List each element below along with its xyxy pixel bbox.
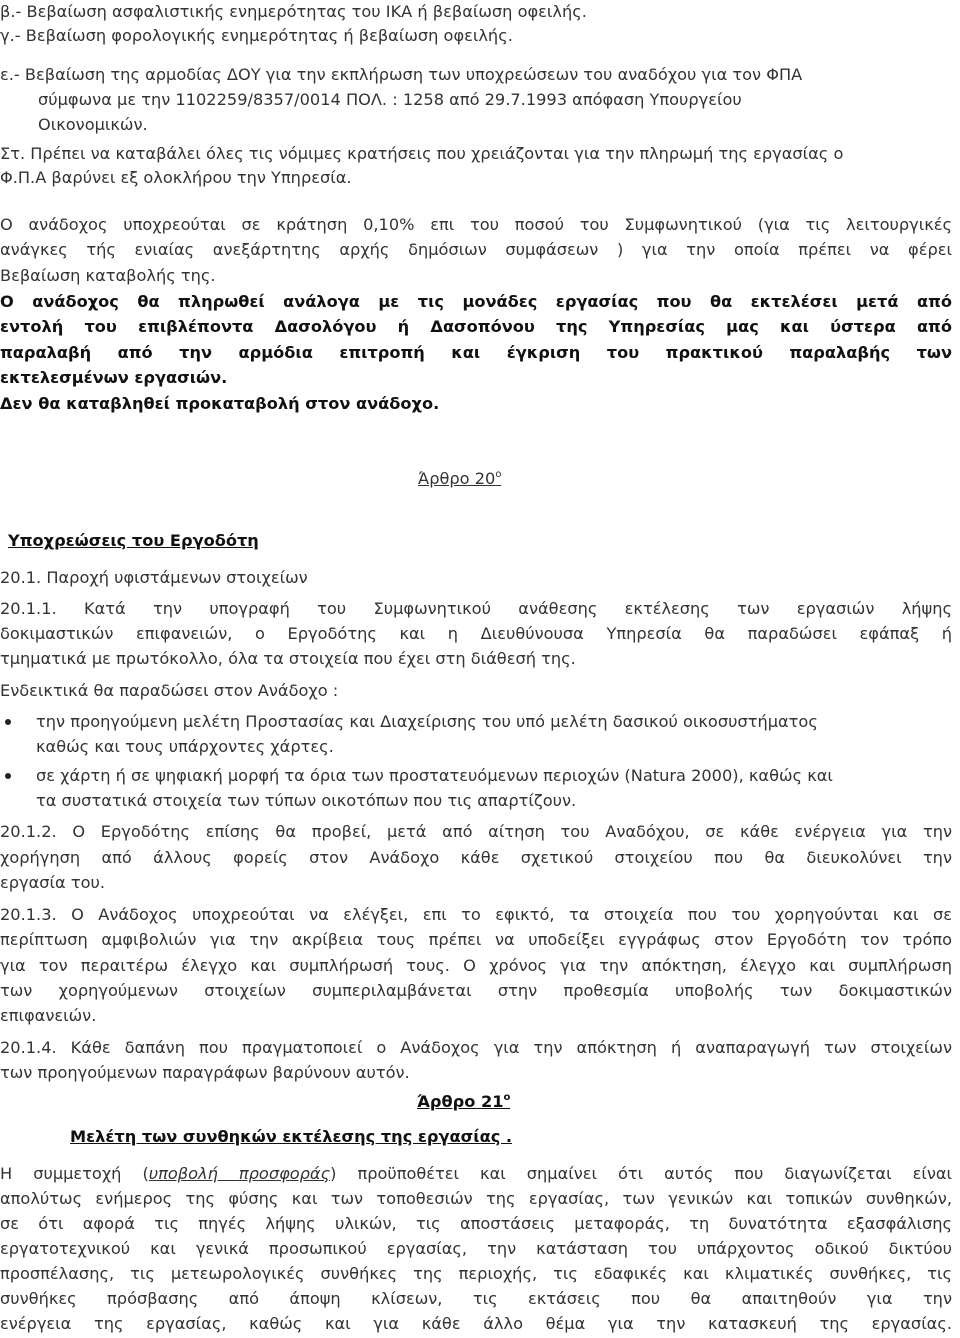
payment-line: παραλαβή από την αρμόδια επιτροπή και έγκριση του πρακτικού παραλαβής των <box>0 343 952 362</box>
item-epsilon-cont: Οικονομικών. <box>38 115 148 134</box>
final-para-line: απολύτως ενήμερος της φύσης και των τοποθεσιών της εργασίας, των γενικών και τοπικών συνθηκών, <box>0 1189 952 1208</box>
final-para-line: σε ότι αφορά τις πηγές λήψης υλικών, τις αποστάσεις μεταφοράς, τη δυνατότητα εξασφάλισης <box>0 1214 952 1233</box>
final-para-line: Η συμμετοχή (υποβολή προσφοράς) προϋποθέτει και σημαίνει ότι αυτός που διαγωνίζεται είναι <box>0 1164 952 1183</box>
para-20-1-2-line: χορήγηση από άλλους φορείς στον Ανάδοχο κάθε σχετικού στοιχείου που θα διευκολύνει την <box>0 848 952 867</box>
bullet-item-2: σε χάρτη ή σε ψηφιακή μορφή τα όρια των προστατευόμενων περιοχών (Natura 2000), καθώς και <box>36 766 833 785</box>
deduction-line: ανάγκες τής ενιαίας ανεξάρτητης αρχής δημόσιων συμφάσεων ) για την οποία πρέπει να φέρει <box>0 240 952 259</box>
item-beta: β.- Βεβαίωση ασφαλιστικής ενημερότητας του ΙΚΑ ή βεβαίωση οφειλής. <box>0 2 587 21</box>
bullet-dot <box>5 773 11 779</box>
para-20-1-2-line: 20.1.2. Ο Εργοδότης επίσης θα προβεί, μετά από αίτηση του Αναδόχου, σε κάθε ενέργεια για την <box>0 822 952 841</box>
bullet-item-2-cont: τα συστατικά στοιχεία των τύπων οικοτόπων που τις απαρτίζουν. <box>36 791 577 810</box>
final-para-line: προσπέλασης, τις μετεωρολογικές συνθήκες της περιοχής, τις εδαφικές και κλιματικές συνθήκες, τις <box>0 1264 952 1283</box>
item-st: Στ. Πρέπει να καταβάλει όλες τις νόμιμες κρατήσεις που χρειάζονται για την πληρωμή της εργασίας ο <box>0 144 844 163</box>
para-20-1-1-line: 20.1.1. Κατά την υπογραφή του Συμφωνητικού ανάθεσης εκτέλεσης των εργασιών λήψης <box>0 599 952 618</box>
para-20-1-4-line: 20.1.4. Κάθε δαπάνη που πραγματοποιεί ο Ανάδοχος για την απόκτηση ή αναπαραγωγή των στοιχείων <box>0 1038 952 1057</box>
para-20-1-1-line: δοκιμαστικών επιφανειών, ο Εργοδότης και η Διευθύνουσα Υπηρεσία θα παραδώσει εφάπαξ ή <box>0 624 952 643</box>
article-20-heading: Άρθρο $20^o$ <box>418 469 502 488</box>
para-20-1-3-line: για τον περαιτέρω έλεγχο και συμπλήρωσή τους. Ο χρόνος για την απόκτηση, έλεγχο και συμπλήρωση <box>0 956 952 975</box>
article-21-heading: Άρθρο $21^o$ <box>417 1092 511 1111</box>
indicative-intro: Ενδεικτικά θα παραδώσει στον Ανάδοχο : <box>0 681 339 700</box>
para-20-1-3-line: 20.1.3. Ο Ανάδοχος υποχρεούται να ελέγξει, επι το εφικτό, τα στοιχεία που του χορηγούνται και σε <box>0 905 952 924</box>
para-20-1-2-line: εργασία του. <box>0 873 105 892</box>
deduction-line: Βεβαίωση καταβολής της. <box>0 266 216 285</box>
para-20-1-3-line: επιφανειών. <box>0 1006 97 1025</box>
para-20-1-3-line: περίπτωση αμφιβολιών για την ακρίβεια τους πρέπει να υποδείξει εγγράφως στον Εργοδότη τον τρόπο <box>0 930 952 949</box>
payment-line: Ο ανάδοχος θα πληρωθεί ανάλογα με τις μονάδες εργασίας που θα εκτελέσει μετά από <box>0 292 952 311</box>
bullet-item-1: την προηγούμενη μελέτη Προστασίας και Διαχείρισης του υπό μελέτη δασικού οικοσυστήματος <box>36 712 818 731</box>
deduction-line: Ο ανάδοχος υποχρεούται σε κράτηση 0,10% επι του ποσού του Συμφωνητικού (για τις λειτουργικές <box>0 215 952 234</box>
item-epsilon-cont: σύμφωνα με την 1102259/8357/0014 ΠΟΛ. : 1258 από 29.7.1993 απόφαση Υπουργείου <box>38 90 742 109</box>
final-para-line: συνθήκες πρόσβασης από άποψη κλίσεων, τις εκτάσεις που θα απαιτηθούν για την <box>0 1289 952 1308</box>
para-20-1-3-line: των χορηγούμενων στοιχείων συμπεριλαμβάνεται στην προθεσμία υποβολής των δοκιμαστικών <box>0 981 952 1000</box>
bullet-dot <box>5 719 11 725</box>
article-20-title: Υποχρεώσεις του Εργοδότη <box>8 531 259 550</box>
bullet-item-1-cont: καθώς και τους υπάρχοντες χάρτες. <box>36 737 334 756</box>
para-20-1-4-line: των προηγούμενων παραγράφων βαρύνουν αυτόν. <box>0 1063 410 1082</box>
article-21-title: Μελέτη των συνθηκών εκτέλεσης της εργασίας . <box>70 1127 513 1146</box>
payment-line: εκτελεσμένων εργασιών. <box>0 368 228 387</box>
para-20-1-1-line: τμηματικά με πρωτόκολλο, όλα τα στοιχεία που έχει στη διάθεσή της. <box>0 649 576 668</box>
no-advance-payment: Δεν θα καταβληθεί προκαταβολή στον ανάδοχο. <box>0 394 440 413</box>
final-para-line: εργατοτεχνικού και γενικά προσωπικού εργασίας, την κατάσταση του υπάρχοντος οδικού δικτύου <box>0 1239 952 1258</box>
final-para-line: ενέργεια της εργασίας, καθώς και για κάθε άλλο θέμα για την κατασκευή της εργασίας. <box>0 1314 952 1333</box>
payment-line: εντολή του επιβλέποντα Δασολόγου ή Δασοπόνου της Υπηρεσίας μας και ύστερα από <box>0 317 952 336</box>
item-st-cont: Φ.Π.Α βαρύνει εξ ολοκλήρου την Υπηρεσία. <box>0 168 352 187</box>
item-gamma: γ.- Βεβαίωση φορολογικής ενημερότητας ή βεβαίωση οφειλής. <box>0 26 513 45</box>
section-20-1: 20.1. Παροχή υφιστάμενων στοιχείων <box>0 568 308 587</box>
item-epsilon: ε.- Βεβαίωση της αρμοδίας ΔΟΥ για την εκπλήρωση των υποχρεώσεων του αναδόχου για τον ΦΠΑ <box>0 65 803 84</box>
